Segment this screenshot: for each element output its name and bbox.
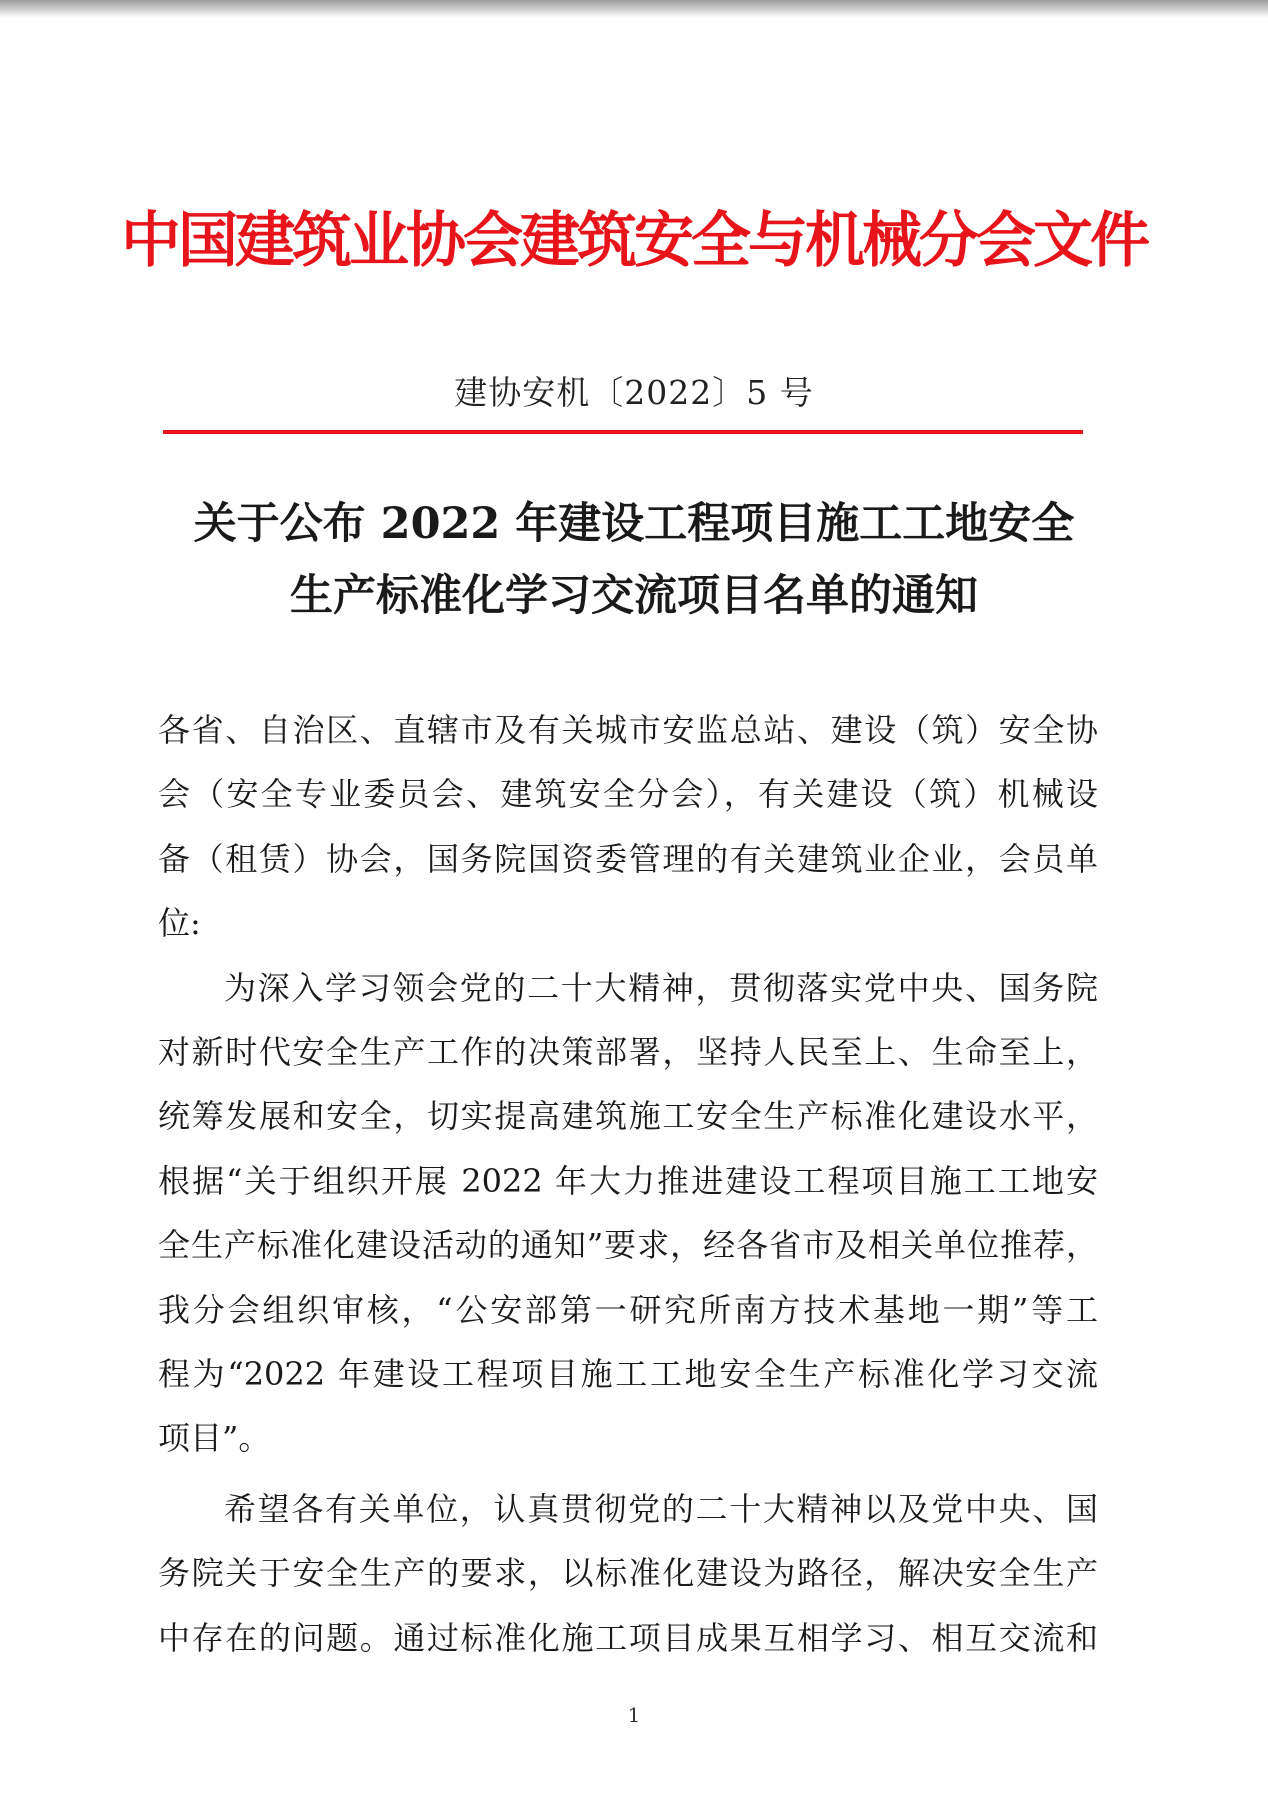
notice-title: [130, 488, 1138, 632]
scan-top-band: [0, 0, 1268, 18]
addressee-line: 位:: [158, 904, 201, 943]
letterhead-title: 中国建筑业协会建筑安全与机械分会文件: [121, 206, 1147, 276]
notice-title-line: 生产标准化学习交流项目名单的通知: [290, 571, 978, 621]
addressee-line: 会（安全专业委员会、建筑安全分会），有关建设（筑）机械设: [158, 775, 1098, 814]
addressee-line: 备（租赁）协会，国务院国资委管理的有关建筑业企业，会员单: [158, 839, 1098, 878]
paragraph-line: 中存在的问题。通过标准化施工项目成果互相学习、相互交流和: [158, 1618, 1098, 1657]
document-number: 建协安机〔2022〕5 号: [454, 373, 814, 412]
paragraph-2: [158, 1477, 1098, 1670]
paragraph-line: 根据“关于组织开展 2022 年大力推进建设工程项目施工工地安: [158, 1161, 1098, 1200]
paragraph-line: 为深入学习领会党的二十大精神，贯彻落实党中央、国务院: [224, 968, 1098, 1007]
paragraph-line: 全生产标准化建设活动的通知”要求，经各省市及相关单位推荐，: [158, 1226, 1098, 1265]
page-number: 1: [627, 1703, 641, 1727]
addressee-block: [158, 698, 1098, 956]
red-divider-line: [163, 430, 1083, 434]
notice-title-line: 关于公布 2022 年建设工程项目施工工地安全: [193, 499, 1075, 549]
paragraph-line: 统筹发展和安全，切实提高建筑施工安全生产标准化建设水平，: [158, 1097, 1098, 1136]
paragraph-line: 程为“2022 年建设工程项目施工工地安全生产标准化学习交流: [158, 1355, 1098, 1394]
paragraph-line: 我分会组织审核，“公安部第一研究所南方技术基地一期”等工: [158, 1290, 1098, 1329]
paragraph-1: [158, 956, 1098, 1471]
paragraph-line: 希望各有关单位，认真贯彻党的二十大精神以及党中央、国: [224, 1489, 1098, 1528]
addressee-line: 各省、自治区、直辖市及有关城市安监总站、建设（筑）安全协: [158, 711, 1098, 749]
paragraph-line: 对新时代安全生产工作的决策部署，坚持人民至上、生命至上，: [158, 1033, 1098, 1072]
document-body: [158, 698, 1098, 1670]
paragraph-line: 项目”。: [158, 1419, 271, 1458]
paragraph-line: 务院关于安全生产的要求，以标准化建设为路径，解决安全生产: [158, 1554, 1098, 1593]
